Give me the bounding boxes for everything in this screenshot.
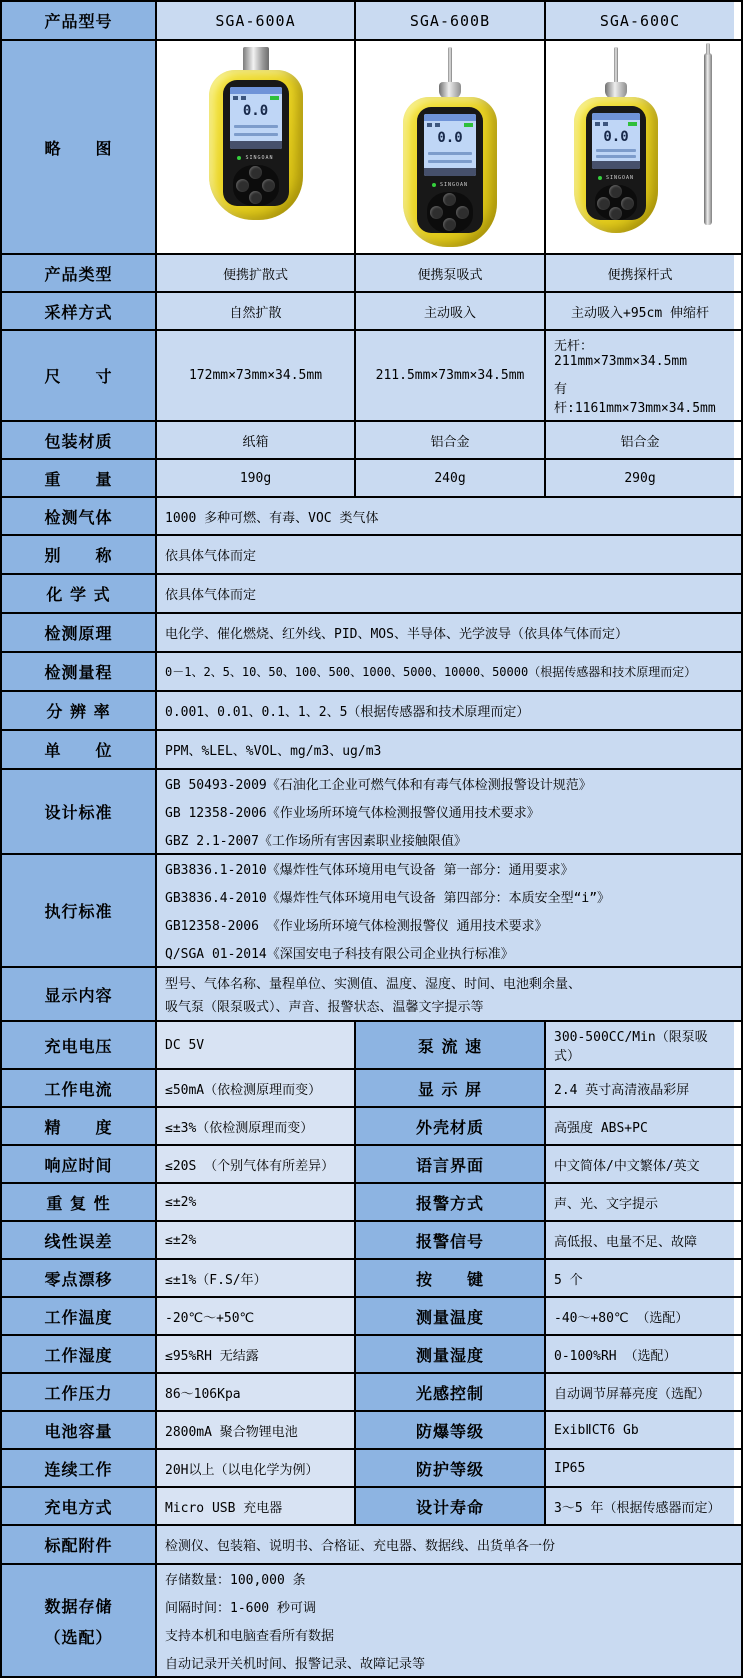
spec-row-dual (2, 1374, 741, 1412)
model-name-a: SGA-600A (157, 2, 356, 39)
spec-value: 172mm×73mm×34.5mm (157, 331, 356, 420)
spec-value: 190g (157, 460, 356, 496)
storage-label-line: 数据存储 (44, 1596, 113, 1616)
spec-label: 单 位 (2, 731, 157, 768)
spec-value: 86～106Kpa (157, 1374, 356, 1410)
spec-label: 包装材质 (2, 422, 157, 458)
spec-label: 尺 寸 (2, 331, 157, 420)
spec-label: 设计标准 (2, 770, 157, 853)
spec-value: 依具体气体而定 (157, 575, 741, 612)
sensor-cap (243, 47, 269, 72)
lcd-info-rows (230, 120, 282, 141)
spec-value: 高低报、电量不足、故障 (546, 1222, 734, 1258)
sketch-label: 略 图 (2, 41, 157, 253)
device-body (403, 97, 497, 247)
battery-icon (464, 123, 473, 127)
spec-label: 采样方式 (2, 293, 157, 329)
spec-label: 充电电压 (2, 1022, 157, 1068)
standard-line: GB3836.4-2010《爆炸性气体环境用电气设备 第四部分：本质安全型“i”》 (165, 891, 611, 906)
spec-value: 纸箱 (157, 422, 356, 458)
device-front-panel (223, 80, 289, 206)
gas-detector-pump (403, 47, 497, 247)
spec-row-range (2, 653, 741, 692)
spec-value (546, 331, 734, 420)
spec-row-dual (2, 1336, 741, 1374)
lcd-info-rows (424, 147, 476, 168)
right-button (262, 179, 275, 192)
spec-label: 检测量程 (2, 653, 157, 690)
spec-label: 标配附件 (2, 1526, 157, 1563)
spec-value: 240g (356, 460, 546, 496)
spec-row-packing (2, 422, 741, 460)
status-led (237, 156, 241, 160)
spec-value: 中文简体/中文繁体/英文 (546, 1146, 734, 1182)
lcd-title-bar (230, 87, 282, 94)
spec-value: 铝合金 (356, 422, 546, 458)
spec-value: ≤±2% (157, 1184, 356, 1220)
spec-label: 报警信号 (356, 1222, 546, 1258)
spec-value: ≤20S （个别气体有所差异） (157, 1146, 356, 1182)
fan-icon (241, 96, 246, 100)
spec-value: DC 5V (157, 1022, 356, 1068)
spec-row-dual (2, 1412, 741, 1450)
spec-label: 光感控制 (356, 1374, 546, 1410)
spec-value: 检测仪、包装箱、说明书、合格证、充电器、数据线、出货单各一份 (157, 1526, 741, 1563)
spec-value: 2.4 英寸高清液晶彩屏 (546, 1070, 734, 1106)
spec-label: 测量湿度 (356, 1336, 546, 1372)
spec-label: 工作温度 (2, 1298, 157, 1334)
brand-text: SINGOAN (245, 154, 274, 161)
brand-text: SINGOAN (605, 174, 635, 181)
spec-row-weight (2, 460, 741, 498)
spec-label: 显 示 屏 (356, 1070, 546, 1106)
probe-tube (448, 47, 452, 83)
spec-row-unit (2, 731, 741, 770)
spec-row-size (2, 331, 741, 422)
standard-line: GBZ 2.1-2007《工作场所有害因素职业接触限值》 (165, 834, 467, 849)
gas-detector-probe-rod (574, 47, 658, 233)
spec-value: 高强度 ABS+PC (546, 1108, 734, 1144)
spec-label: 检测原理 (2, 614, 157, 651)
spec-value: 自动调节屏幕亮度（选配） (546, 1374, 734, 1410)
size-no-rod: 无杆：211mm×73mm×34.5mm (554, 339, 688, 369)
spec-row-display-content (2, 968, 741, 1022)
device-lcd-screen (424, 114, 476, 176)
spec-label: 零点漂移 (2, 1260, 157, 1296)
fan-icon (603, 122, 608, 126)
spec-label: 执行标准 (2, 855, 157, 966)
spec-value: Micro USB 充电器 (157, 1488, 356, 1524)
standard-line: Q/SGA 01-2014《深国安电子科技有限公司企业执行标准》 (165, 947, 514, 962)
spec-label: 外壳材质 (356, 1108, 546, 1144)
header-row (2, 2, 741, 41)
spec-value: 声、光、文字提示 (546, 1184, 734, 1220)
brand-row (237, 152, 273, 164)
lcd-status-icons (424, 121, 476, 129)
spec-row-exec-standards (2, 855, 741, 968)
spec-row-design-standards (2, 770, 741, 855)
device-front-panel (417, 107, 483, 233)
up-button (609, 185, 622, 198)
left-button (597, 197, 610, 210)
spec-value (157, 1565, 741, 1676)
device-lcd-screen (592, 113, 640, 169)
lcd-reading: 0.0 (242, 103, 269, 119)
spec-row-resolution (2, 692, 741, 731)
lcd-title-bar (592, 113, 640, 120)
up-button (249, 166, 262, 179)
storage-line: 间隔时间：1-600 秒可调 (165, 1601, 316, 1616)
spec-value: PPM、%LEL、%VOL、mg/m3、ug/m3 (157, 731, 741, 768)
spec-value: 便携扩散式 (157, 255, 356, 291)
spec-row-dual (2, 1070, 741, 1108)
spec-label: 工作压力 (2, 1374, 157, 1410)
spec-label: 显示内容 (2, 968, 157, 1020)
spec-value: 铝合金 (546, 422, 734, 458)
spec-value (157, 968, 741, 1020)
speaker-icon (233, 96, 238, 100)
lcd-bottom-bar (230, 141, 282, 149)
probe-tube (614, 47, 618, 83)
spec-value: ≤±2% (157, 1222, 356, 1258)
gas-detector-diffusion (209, 47, 303, 220)
spec-value: 5 个 (546, 1260, 734, 1296)
enter-button (249, 191, 262, 204)
spec-label: 按 键 (356, 1260, 546, 1296)
spec-value: -40～+80℃ （选配） (546, 1298, 734, 1334)
spec-value: ≤±1%（F.S/年） (157, 1260, 356, 1296)
spec-label: 防护等级 (356, 1450, 546, 1486)
spec-label: 语言界面 (356, 1146, 546, 1182)
spec-value: 电化学、催化燃烧、红外线、PID、MOS、半导体、光学波导（依具体气体而定） (157, 614, 741, 651)
spec-row-product-type (2, 255, 741, 293)
spec-label: 泵 流 速 (356, 1022, 546, 1068)
left-button (430, 206, 443, 219)
status-led (598, 176, 602, 180)
spec-label: 设计寿命 (356, 1488, 546, 1524)
spec-value: 300-500CC/Min（限泵吸式） (546, 1022, 734, 1068)
standard-line: GB 12358-2006《作业场所环境气体检测报警仪通用技术要求》 (165, 806, 540, 821)
spec-label: 工作湿度 (2, 1336, 157, 1372)
standard-line: GB12358-2006 《作业场所环境气体检测报警仪 通用技术要求》 (165, 919, 548, 934)
button-pad (427, 192, 473, 233)
display-content-line: 型号、气体名称、量程单位、实测值、温度、湿度、时间、电池剩余量、 (165, 977, 582, 992)
battery-icon (270, 96, 279, 100)
device-body (574, 97, 658, 233)
spec-row-accessories (2, 1526, 741, 1565)
lcd-status-icons (230, 94, 282, 102)
spec-value: 0.001、0.01、0.1、1、2、5（根据传感器和技术原理而定） (157, 692, 741, 729)
spec-label: 工作电流 (2, 1070, 157, 1106)
speaker-icon (595, 122, 600, 126)
lcd-title-bar (424, 114, 476, 121)
spec-label: 连续工作 (2, 1450, 157, 1486)
button-pad (233, 165, 279, 206)
spec-label: 测量温度 (356, 1298, 546, 1334)
storage-line: 存储数量：100,000 条 (165, 1573, 306, 1588)
spec-label: 重 复 性 (2, 1184, 157, 1220)
spec-value: 便携探杆式 (546, 255, 734, 291)
spec-label: 分 辨 率 (2, 692, 157, 729)
spec-value: 依具体气体而定 (157, 536, 741, 573)
spec-row-dual (2, 1222, 741, 1260)
spec-row-principle (2, 614, 741, 653)
spec-row-dual (2, 1450, 741, 1488)
spec-value: 290g (546, 460, 734, 496)
spec-value: ≤±3%（依检测原理而变） (157, 1108, 356, 1144)
spec-value: ≤50mA（依检测原理而变） (157, 1070, 356, 1106)
spec-label: 化 学 式 (2, 575, 157, 612)
telescopic-rod (704, 53, 712, 225)
spec-value: 自然扩散 (157, 293, 356, 329)
spec-row-sampling (2, 293, 741, 331)
lcd-status-icons (592, 120, 640, 128)
spec-row-dual (2, 1146, 741, 1184)
spec-row-dual (2, 1022, 741, 1070)
speaker-icon (427, 123, 432, 127)
spec-row-dual (2, 1298, 741, 1336)
spec-label: 响应时间 (2, 1146, 157, 1182)
spec-label: 充电方式 (2, 1488, 157, 1524)
spec-label (2, 1565, 157, 1676)
spec-value: 2800mA 聚合物锂电池 (157, 1412, 356, 1448)
spec-value (157, 770, 741, 853)
spec-row-alias (2, 536, 741, 575)
enter-button (443, 218, 456, 231)
standard-line: GB3836.1-2010《爆炸性气体环境用电气设备 第一部分：通用要求》 (165, 863, 574, 878)
model-name-b: SGA-600B (356, 2, 546, 39)
spec-value (157, 855, 741, 966)
spec-value: 3～5 年（根据传感器而定） (546, 1488, 734, 1524)
spec-value: 主动吸入 (356, 293, 546, 329)
up-button (443, 193, 456, 206)
storage-label-line: （选配） (44, 1627, 113, 1647)
spec-value: 便携泵吸式 (356, 255, 546, 291)
fan-icon (435, 123, 440, 127)
spec-value: 0－1、2、5、10、50、100、500、1000、5000、10000、50000（根据传感器和技术原理而定） (157, 653, 741, 690)
status-led (432, 183, 436, 187)
spec-value: 211.5mm×73mm×34.5mm (356, 331, 546, 420)
size-with-rod: 有杆:1161mm×73mm×34.5mm (554, 382, 716, 416)
enter-button (609, 207, 622, 220)
spec-row-gases (2, 498, 741, 536)
storage-line: 支持本机和电脑查看所有数据 (165, 1629, 335, 1644)
brand-row (598, 172, 634, 184)
model-name-c: SGA-600C (546, 2, 734, 39)
spec-label: 重 量 (2, 460, 157, 496)
product-photo-sga-600c (546, 41, 734, 253)
left-button (236, 179, 249, 192)
spec-row-dual (2, 1488, 741, 1526)
spec-value: ≤95%RH 无结露 (157, 1336, 356, 1372)
lcd-bottom-bar (424, 168, 476, 176)
spec-value: 主动吸入+95cm 伸缩杆 (546, 293, 734, 329)
brand-text: SINGOAN (439, 181, 469, 188)
right-button (456, 206, 469, 219)
lcd-reading: 0.0 (437, 130, 463, 146)
spec-row-data-storage (2, 1565, 741, 1676)
spec-value: IP65 (546, 1450, 734, 1486)
device-lcd-screen (230, 87, 282, 149)
spec-label: 别 称 (2, 536, 157, 573)
lcd-reading: 0.0 (603, 129, 629, 145)
product-photo-sga-600b (356, 41, 546, 253)
brand-row (432, 179, 468, 191)
button-pad (595, 185, 637, 220)
spec-label: 产品类型 (2, 255, 157, 291)
standard-line: GB 50493-2009《石油化工企业可燃气体和有毒气体检测报警设计规范》 (165, 778, 592, 793)
spec-row-formula (2, 575, 741, 614)
battery-icon (628, 122, 637, 126)
lcd-info-rows (592, 146, 640, 161)
display-content-line: 吸气泵（限泵吸式）、声音、报警状态、温馨文字提示等 (165, 1000, 484, 1015)
sketch-row (2, 41, 741, 255)
product-photo-sga-600a (157, 41, 356, 253)
spec-value: 1000 多种可燃、有毒、VOC 类气体 (157, 498, 741, 534)
device-front-panel (586, 106, 646, 220)
storage-line: 自动记录开关机时间、报警记录、故障记录等 (165, 1657, 426, 1672)
spec-value: 0-100%RH （选配） (546, 1336, 734, 1372)
spec-value: ExibⅡCT6 Gb (546, 1412, 734, 1448)
spec-label: 报警方式 (356, 1184, 546, 1220)
spec-label: 电池容量 (2, 1412, 157, 1448)
spec-label: 线性误差 (2, 1222, 157, 1258)
spec-label: 精 度 (2, 1108, 157, 1144)
spec-label: 防爆等级 (356, 1412, 546, 1448)
spec-value: 20H以上（以电化学为例） (157, 1450, 356, 1486)
header-label: 产品型号 (2, 2, 157, 39)
spec-row-dual (2, 1260, 741, 1298)
spec-row-dual (2, 1108, 741, 1146)
lcd-bottom-bar (592, 161, 640, 169)
right-button (621, 197, 634, 210)
spec-label: 检测气体 (2, 498, 157, 534)
device-body (209, 70, 303, 220)
spec-row-dual (2, 1184, 741, 1222)
spec-value: -20℃～+50℃ (157, 1298, 356, 1334)
